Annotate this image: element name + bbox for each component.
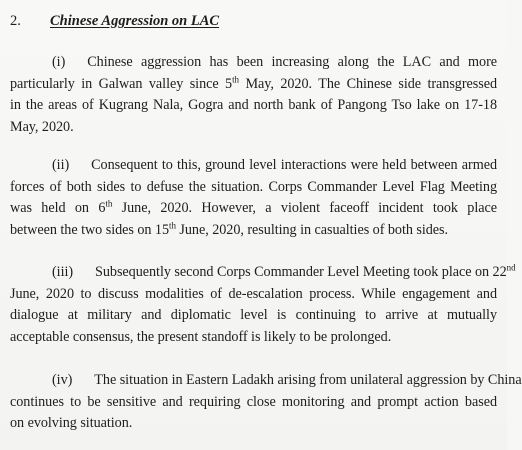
paragraph-line: in the areas of Kugrang Nala, Gogra and north bank of Pangong Tso lake on 17-18 bbox=[10, 97, 497, 113]
section-number: 2. bbox=[10, 13, 21, 29]
paragraph-line: continues to be sensitive and requiring close monitoring and prompt action based bbox=[10, 393, 497, 410]
paragraph-iii bbox=[10, 262, 516, 348]
paragraph-line: (iii) Subsequently second Corps Commander Level Meeting took place on 22nd bbox=[52, 262, 497, 284]
paragraph-line: June, 2020 to discuss modalities of de-escalation process. While engagement and bbox=[10, 285, 497, 302]
paragraph-line: on evolving situation. bbox=[10, 415, 133, 431]
paragraph-line: forces of both sides to defuse the situation. Corps Commander Level Flag Meeting bbox=[10, 178, 497, 195]
paragraph-i bbox=[10, 52, 497, 138]
paragraph-label: (i) bbox=[52, 54, 66, 70]
paragraph-line: (ii) Consequent to this, ground level interactions were held between armed bbox=[52, 155, 497, 177]
paragraph-line: between the two sides on 15th June, 2020, resulting in casualties of both sides. bbox=[10, 219, 449, 238]
paragraph-iv bbox=[10, 370, 522, 435]
paragraph-ii bbox=[10, 155, 497, 241]
paragraph-line: (i) Chinese aggression has been increasing along the LAC and more bbox=[52, 52, 497, 74]
paragraph-line: dialogue at military and diplomatic level is continuing to arrive at mutually bbox=[10, 307, 497, 323]
paragraph-label: (ii) bbox=[52, 157, 70, 173]
section-title: Chinese Aggression on LAC bbox=[50, 13, 220, 29]
paragraph-line: was held on 6th June, 2020. However, a violent faceoff incident took place bbox=[10, 198, 497, 216]
paragraph-line: (iv) The situation in Eastern Ladakh arising from unilateral aggression by China bbox=[52, 370, 497, 392]
paragraph-label: (iv) bbox=[52, 372, 73, 388]
paragraph-line: particularly in Galwan valley since 5th May, 2020. The Chinese side transgressed bbox=[10, 73, 497, 92]
paragraph-line: May, 2020. bbox=[10, 118, 74, 135]
paragraph-line: acceptable consensus, the present standoff is likely to be prolonged. bbox=[10, 328, 392, 345]
paragraph-label: (iii) bbox=[52, 264, 74, 280]
